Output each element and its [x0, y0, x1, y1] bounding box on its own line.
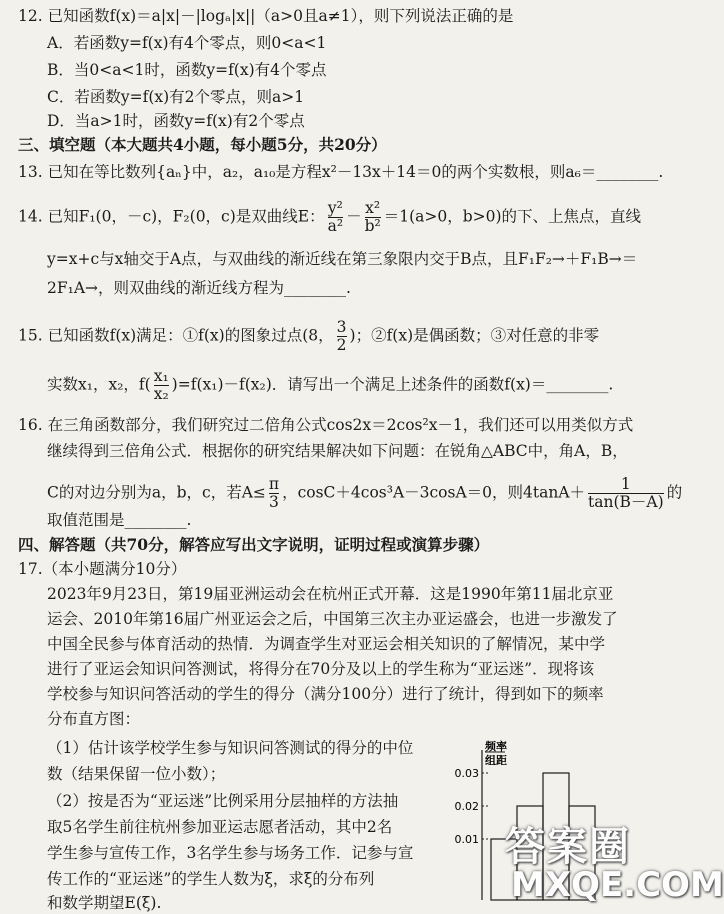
q16-line-1: 16. 在三角函数部分，我们研究过二倍角公式cos2x＝2cos²x－1，我们还可以用类似方式	[18, 416, 634, 434]
q14-line-3: 2F₁A→，则双曲线的渐近线方程为________.	[47, 279, 351, 297]
q13-text: 13. 已知在等比数列{aₙ}中，a₂，a₁₀是方程x²－13x＋14＝0的两个实数根，则a₆＝________.	[18, 163, 664, 181]
q15-line-2b: )=f(x₁)－f(x₂)．请写出一个满足上述条件的函数f(x)＝________.	[171, 375, 614, 394]
q16-line-3	[47, 476, 682, 511]
q16-line-3c: 的	[666, 483, 683, 502]
q15-fraction-x2: x₂	[153, 385, 169, 403]
histogram-ylabel-bottom: 组距	[485, 754, 507, 767]
q12-option-a: A．若函数y=f(x)有4个零点，则0<a<1	[47, 34, 327, 52]
q12-option-c: C．若函数y=f(x)有2个零点，则a>1	[47, 88, 305, 106]
q17-sub-line: 学生参与宣传工作，3名学生参与场务工作．记参与宣	[47, 844, 414, 862]
q14-line-1b: ＝1(a>0，b>0)的下、上焦点，直线	[383, 207, 642, 226]
q14-line-2: y=x+c与x轴交于A点，与双曲线的渐近线在第三象限内交于B点，且F₁F₂→＋F₁B→＝	[47, 250, 638, 268]
watermark-cn: 答案圈	[505, 824, 631, 870]
q17-paragraph-line: 运会、2010年第16届广州亚运会之后，中国第三次主办亚运盛会，也进一步激发了	[47, 610, 618, 628]
q14-line-1	[18, 200, 641, 235]
q15-line-2	[47, 368, 613, 403]
q14-fraction-y-num: y²	[327, 199, 343, 217]
q17-sub-line: 传工作的“亚运迷”的学生人数为ξ，求ξ的分布列	[47, 870, 375, 888]
q15-fraction-x1: x₁	[153, 367, 169, 385]
q16-line-4: 取值范围是________.	[47, 511, 192, 529]
q15-line-1	[18, 319, 599, 354]
q16-line-3a: C的对边分别为a，b，c，若A≤	[47, 483, 266, 502]
q15-line-1b: )；②f(x)是偶函数；③对任意的非零	[349, 326, 600, 345]
q15-fraction-den: 2	[336, 336, 347, 354]
q17-paragraph-line: 进行了亚运会知识问答测试，将得分在70分及以上的学生称为“亚运迷”．现将该	[47, 660, 595, 678]
q17-sub-line: 取5名学生前往杭州参加亚运志愿者活动，其中2名	[47, 818, 393, 836]
q16-fraction-tan	[588, 476, 664, 511]
q16-fraction-3: 3	[269, 493, 279, 511]
q15-fraction-3-2	[337, 319, 347, 354]
q14-fraction-x-den: b²	[364, 217, 381, 235]
q14-fraction-x	[365, 200, 381, 235]
q17-paragraph-line: 分布直方图：	[47, 710, 141, 728]
q12-option-b: B．当0<a<1时，函数y=f(x)有4个零点	[47, 61, 327, 79]
q17-paragraph-line: 2023年9月23日，第19届亚洲运动会在杭州正式开幕．这是1990年第11届北京亚	[47, 585, 614, 603]
q12-stem: 12. 已知函数f(x)＝a|x|－|logₐ|x||（a>0且a≠1），则下列说法正确的是	[18, 7, 514, 25]
q15-fraction-num: 3	[336, 318, 347, 336]
q14-fraction-x-num: x²	[365, 199, 381, 217]
q17-sub-line: 数（结果保留一位小数）；	[47, 765, 226, 783]
q17-paragraph-line: 中国全民参与体育活动的热情．为调查学生对亚运会相关知识的了解情况，某中学	[47, 635, 606, 653]
histogram-tick-label: 0.03	[454, 767, 479, 780]
watermark-logo	[455, 815, 724, 914]
q14-minus: －	[346, 207, 362, 226]
q14-line-1a: 14. 已知F₁(0，－c)，F₂(0，c)是双曲线E：	[18, 207, 325, 226]
q12-option-d: D．当a>1时，函数y=f(x)有2个零点	[47, 112, 305, 130]
q15-fraction-x1-x2	[154, 368, 169, 403]
section-fill-blank-heading: 三、填空题（本大题共4小题，每小题5分，共20分）	[18, 135, 387, 154]
section-answer-heading: 四、解答题（共70分，解答应写出文字说明，证明过程或演算步骤）	[18, 535, 490, 554]
watermark-en: MXQE.COM	[511, 865, 724, 905]
histogram-tick-label: 0.02	[454, 800, 479, 813]
q17-sub-line: （2）按是否为“亚运迷”比例采用分层抽样的方法抽	[47, 792, 399, 810]
histogram-tick-label: 0.01	[454, 833, 479, 846]
q17-sub-line: （1）估计该学校学生参与知识问答测试的得分的中位	[47, 739, 414, 757]
q15-line-2a: 实数x₁，x₂，f(	[47, 375, 151, 394]
q16-fraction-tan-num: 1	[620, 475, 631, 493]
histogram-ylabel-top: 频率	[485, 740, 507, 753]
q17-paragraph-line: 学校参与知识问答活动的学生的得分（满分100分）进行了统计，得到如下的频率	[47, 685, 604, 703]
q16-fraction-tan-den: tan(B－A)	[588, 493, 664, 511]
q15-line-1a: 15. 已知函数f(x)满足：①f(x)的图象过点(8，	[18, 326, 334, 345]
q16-line-3b: ，cosC＋4cos³A－3cosA＝0，则4tanA＋	[282, 483, 586, 502]
q17-heading: 17.（本小题满分10分）	[18, 560, 187, 578]
q14-fraction-y	[328, 200, 343, 235]
q16-line-2: 继续得到三倍角公式．根据你的研究结果解决如下问题：在锐角△ABC中，角A，B，	[47, 442, 628, 460]
q16-fraction-pi-3	[269, 476, 279, 511]
q17-sub-line: 和数学期望E(ξ).	[47, 894, 162, 912]
q16-fraction-pi: π	[268, 475, 280, 493]
q14-fraction-y-den: a²	[327, 217, 344, 235]
